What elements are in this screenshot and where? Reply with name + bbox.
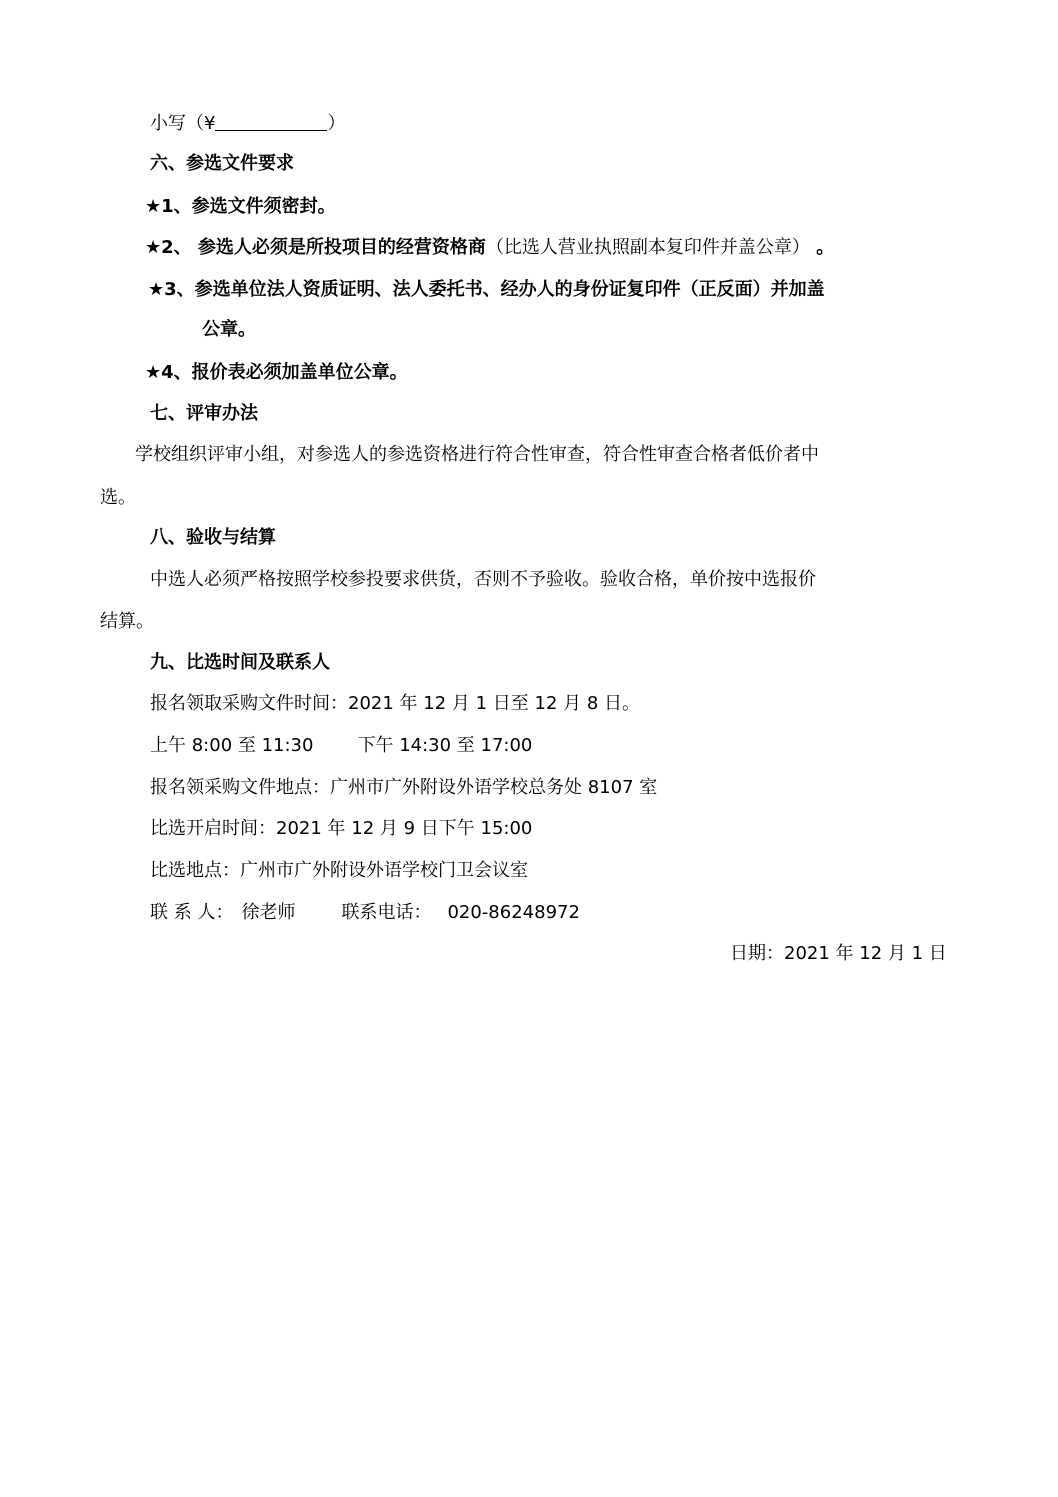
amount-prefix: 小写（¥	[150, 113, 216, 134]
contact-label: 联 系 人：	[150, 902, 234, 923]
section6-item1: ★1、参选文件须密封。	[145, 196, 336, 217]
section7-body-line2: 选。	[100, 487, 136, 508]
section6-item2	[145, 236, 834, 260]
signup-place: 报名领采购文件地点：广州市广外附设外语学校总务处 8107 室	[150, 777, 658, 798]
open-place: 比选地点：广州市广外附设外语学校门卫会议室	[150, 860, 528, 881]
section6-heading: 六、参选文件要求	[150, 153, 294, 174]
section6-item2-normal: （比选人营业执照副本复印件并盖公章）	[485, 237, 810, 258]
signup-time: 报名领取采购文件时间：2021 年 12 月 1 日至 12 月 8 日。	[150, 693, 641, 714]
contact-name: 徐老师	[241, 902, 296, 923]
amount-suffix: ）	[327, 113, 346, 134]
phone-number: 020-86248972	[447, 902, 580, 923]
section8-body-line2: 结算。	[100, 611, 154, 632]
section9-heading: 九、比选时间及联系人	[150, 652, 330, 673]
section6-item3-line2: 公章。	[202, 319, 256, 340]
section8-body-line1: 中选人必须严格按照学校参投要求供货，否则不予验收。验收合格，单价按中选报价	[150, 569, 816, 590]
phone-label: 联系电话：	[341, 902, 432, 923]
afternoon-hours: 下午 14:30 至 17:00	[357, 735, 533, 756]
morning-hours: 上午 8:00 至 11:30	[150, 735, 314, 756]
date-line: 日期：2021 年 12 月 1 日	[730, 943, 947, 964]
contact-line	[150, 901, 580, 925]
section7-heading: 七、评审办法	[150, 403, 258, 424]
hours-line	[150, 734, 532, 758]
section6-item2-bold: ★2、 参选人必须是所投项目的经营资格商	[145, 237, 486, 258]
amount-line	[150, 112, 345, 136]
section7-body-line1: 学校组织评审小组，对参选人的参选资格进行符合性审查，符合性审查合格者低价者中	[135, 444, 819, 465]
amount-blank	[215, 112, 327, 131]
open-time: 比选开启时间：2021 年 12 月 9 日下午 15:00	[150, 818, 533, 839]
section6-item4: ★4、报价表必须加盖单位公章。	[145, 362, 408, 383]
section8-heading: 八、验收与结算	[150, 527, 276, 548]
section6-item2-end: 。	[809, 237, 835, 258]
section6-item3-line1: ★3、参选单位法人资质证明、法人委托书、经办人的身份证复印件（正反面）并加盖	[148, 279, 825, 300]
